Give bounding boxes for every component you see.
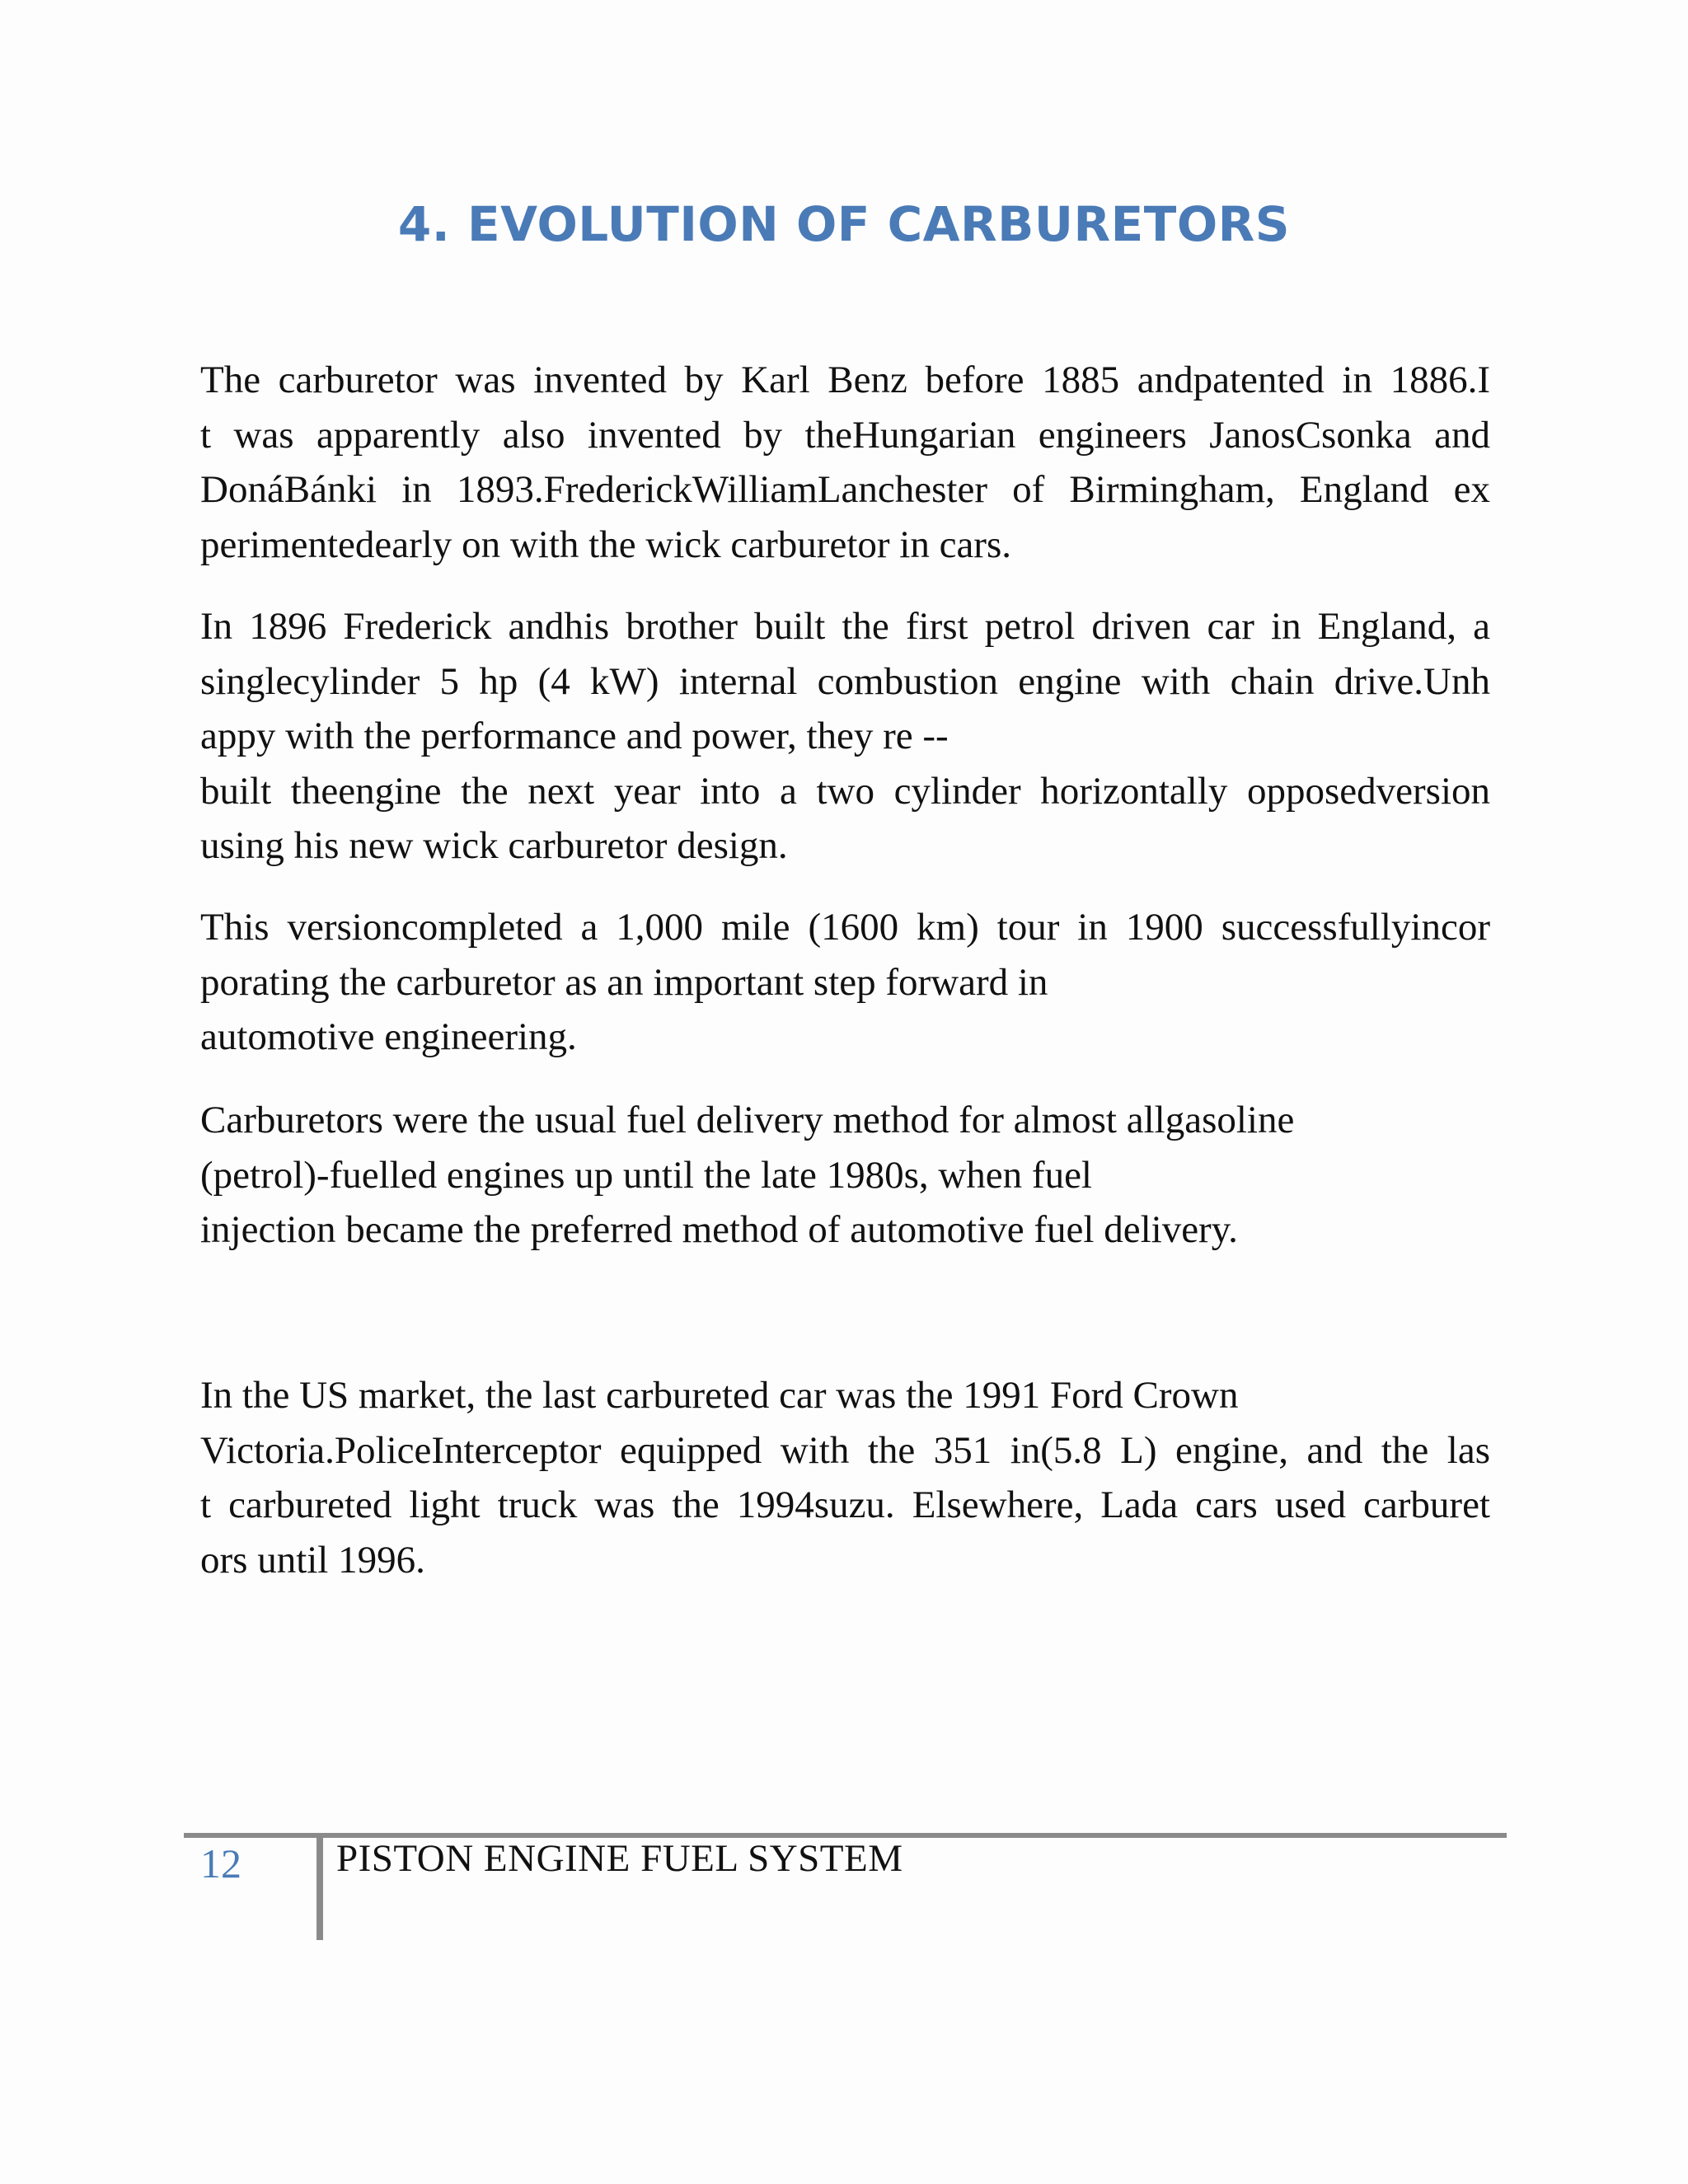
- paragraph-first-petrol-car: [200, 599, 1490, 874]
- text-line: (petrol)-fuelled engines up until the late 1980s, when fuel: [200, 1153, 1092, 1197]
- text-line: This versioncompleted a 1,000 mile (1600 km) tour in 1900 successfullyincor: [200, 906, 1490, 949]
- page-number: 12: [200, 1840, 241, 1886]
- text-line: Victoria.PoliceInterceptor equipped with the 351 in(5.8 L) engine, and the las: [200, 1428, 1490, 1472]
- text-line: injection became the preferred method of automotive fuel delivery.: [200, 1208, 1238, 1251]
- text-line: automotive engineering.: [200, 1015, 577, 1058]
- footer-divider: [316, 1833, 323, 1940]
- text-line: t was apparently also invented by theHungarian engineers JanosCsonka and: [200, 413, 1490, 457]
- paragraph-invention: [200, 353, 1490, 572]
- paragraph-us-market: [200, 1368, 1490, 1587]
- text-line: using his new wick carburetor design.: [200, 824, 788, 867]
- text-line: In 1896 Frederick andhis brother built the first petrol driven car in England, a: [200, 605, 1490, 648]
- text-line: perimentedearly on with the wick carburetor in cars.: [200, 523, 1011, 566]
- running-footer-title: PISTON ENGINE FUEL SYSTEM: [336, 1837, 903, 1880]
- text-line: built theengine the next year into a two cylinder horizontally opposedversion: [200, 769, 1490, 813]
- text-line: The carburetor was invented by Karl Benz before 1885 andpatented in 1886.I: [200, 359, 1490, 401]
- text-line: t carbureted light truck was the 1994suzu. Elsewhere, Lada cars used carburet: [200, 1483, 1490, 1526]
- text-line: singlecylinder 5 hp (4 kW) internal combustion engine with chain drive.Unh: [200, 659, 1490, 703]
- page-title: 4. EVOLUTION OF CARBURETORS: [397, 196, 1291, 252]
- paragraph-tour: [200, 900, 1490, 1065]
- text-line: appy with the performance and power, they re --: [200, 715, 949, 757]
- text-line: ors until 1996.: [200, 1538, 425, 1582]
- paragraph-fuel-delivery: [200, 1093, 1490, 1258]
- text-line: porating the carburetor as an important step forward in: [200, 960, 1048, 1004]
- text-line: In the US market, the last carbureted car was the 1991 Ford Crown: [200, 1374, 1239, 1417]
- text-line: Carburetors were the usual fuel delivery method for almost allgasoline: [200, 1099, 1295, 1141]
- text-line: DonáBánki in 1893.FrederickWilliamLanchester of Birmingham, England ex: [200, 468, 1490, 511]
